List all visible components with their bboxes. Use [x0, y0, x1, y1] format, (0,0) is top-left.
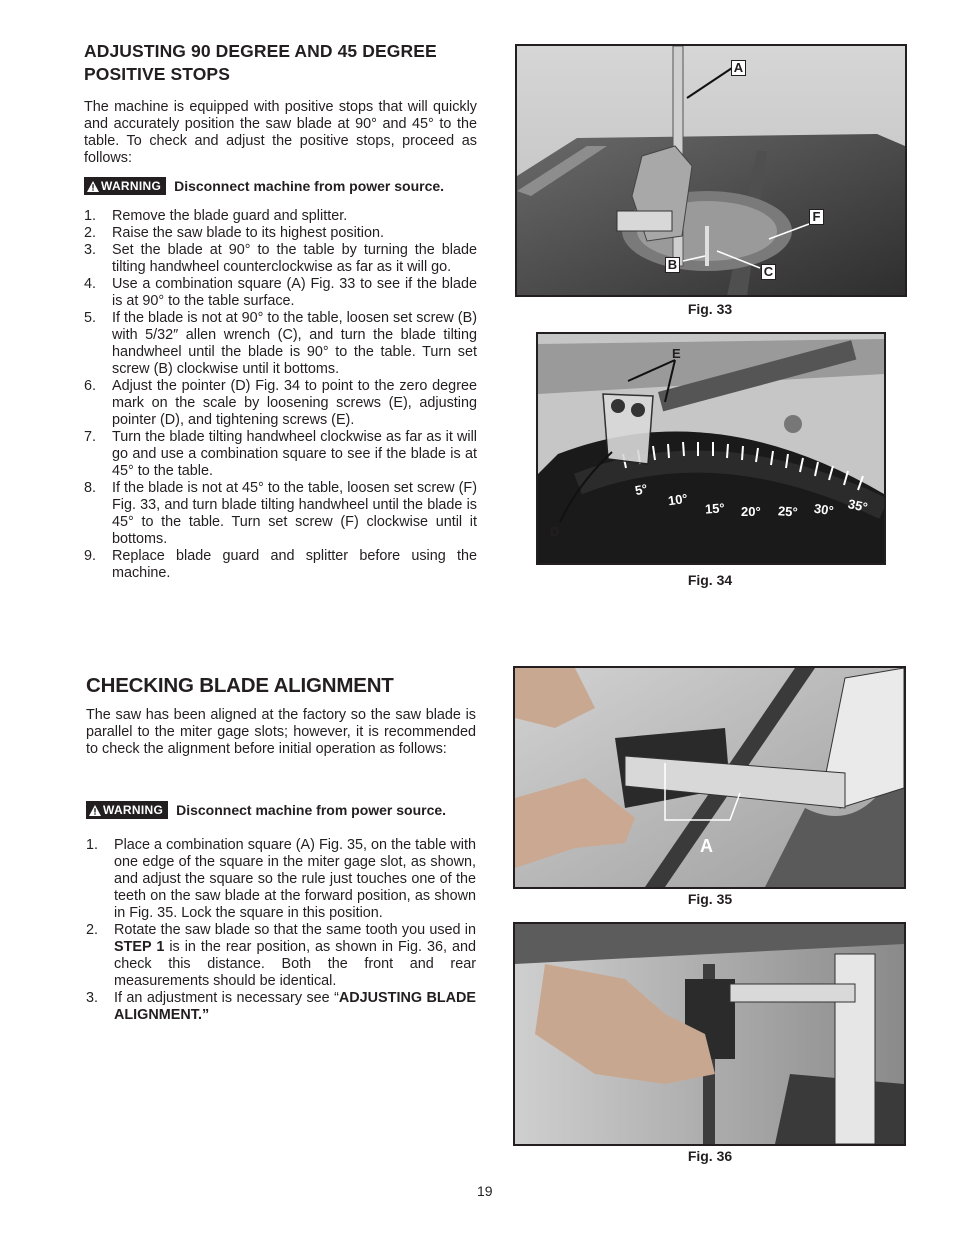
fig35-caption: Fig. 35	[687, 891, 733, 907]
section-intro: The saw has been aligned at the factory so the saw blade is parallel to the miter gage slots; however, it is recommended to check the alignment before initial operation as follows:	[86, 707, 476, 757]
section-intro: The machine is equipped with positive stops that will quickly and accurately position the saw blade at 90° and 45° to the table. To check and adjust the positive stops, proceed as follows:	[84, 99, 477, 166]
fig34-label-d: D	[550, 524, 560, 539]
warning-notice	[86, 800, 446, 820]
section-title-blade-alignment: CHECKING BLADE ALIGNMENT	[86, 674, 394, 697]
list-item: 1. Place a combination square (A) Fig. 35, on the table with one edge of the square in the miter gage slot, as shown, and adjust the square so the rule just touches one of the teeth on the saw blade at the forward position, as shown in Fig. 35. Lock the square in this position.	[86, 837, 476, 921]
section-title-positive-stops: ADJUSTING 90 DEGREE AND 45 DEGREE POSITIVE STOPS	[84, 41, 437, 84]
warning-triangle-icon	[87, 181, 99, 192]
fig33-label-c: C	[761, 264, 776, 280]
fig34-scale-label: 30°	[813, 500, 835, 519]
list-item: 3. Set the blade at 90° to the table by turning the blade tilting handwheel counterclockwise as far as it will go.	[84, 242, 477, 275]
fig34-caption: Fig. 34	[687, 572, 733, 588]
list-item: 2. Raise the saw blade to its highest position.	[84, 225, 384, 241]
steps-list-positive-stops	[84, 208, 477, 582]
figure-33-photo	[515, 44, 907, 297]
fig35-inline-label-a: A	[700, 836, 713, 856]
fig33-label-a: A	[731, 60, 746, 76]
list-item: 1. Remove the blade guard and splitter.	[84, 208, 348, 224]
warning-text: Disconnect machine from power source.	[174, 178, 445, 194]
warning-badge: WARNING	[86, 801, 168, 819]
warning-badge: WARNING	[84, 177, 166, 195]
fig34-label-e: E	[672, 346, 681, 361]
fig34-scale-label: 10°	[667, 490, 689, 509]
figure-36-photo	[513, 922, 906, 1146]
fig34-scale-label: 35°	[846, 496, 870, 515]
list-item: 8. If the blade is not at 45° to the table, loosen set screw (F) Fig. 33, and turn blade tilting handwheel until the blade is 45° to the table. Turn set screw (F) clockwise until it bottoms.	[84, 480, 477, 547]
figure-35-photo	[513, 666, 906, 889]
fig36-caption: Fig. 36	[687, 1148, 733, 1164]
fig33-label-b: B	[665, 257, 680, 273]
list-item: 7. Turn the blade tilting handwheel clockwise as far as it will go and use a combination square to see if the blade is at 45° to the table.	[84, 429, 477, 479]
steps-list-blade-alignment	[86, 837, 476, 1024]
fig33-label-f: F	[809, 209, 824, 225]
figure-34-photo	[536, 332, 886, 565]
list-item: 6. Adjust the pointer (D) Fig. 34 to point to the zero degree mark on the scale by loosening screws (E), adjusting pointer (D), and tightening screws (E).	[84, 378, 477, 428]
fig34-scale-label: 20°	[741, 504, 761, 519]
fig33-caption: Fig. 33	[687, 301, 733, 317]
warning-text: Disconnect machine from power source.	[176, 802, 447, 818]
fig34-scale-label: 5°	[633, 480, 649, 499]
list-item: 3. If an adjustment is necessary see “ADJUSTING BLADE ALIGNMENT.”	[86, 990, 477, 1023]
fig34-scale-label: 15°	[704, 500, 726, 517]
warning-triangle-icon	[89, 805, 101, 816]
list-item: 9. Replace blade guard and splitter before using the machine.	[84, 548, 477, 581]
fig34-scale-label: 25°	[777, 503, 799, 520]
page-number: 19	[477, 1183, 493, 1199]
list-item: 5. If the blade is not at 90° to the table, loosen set screw (B) with 5/32″ allen wrench (C), and turn the blade tilting handwheel until the blade is 90° to the table. Turn set screw (B) clockwise until it bottoms.	[84, 310, 477, 377]
list-item: 4. Use a combination square (A) Fig. 33 to see if the blade is at 90° to the table surface.	[84, 276, 477, 309]
warning-notice	[84, 176, 444, 196]
list-item: 2. Rotate the saw blade so that the same tooth you used in STEP 1 is in the rear position, as shown in Fig. 36, and check this distance. Both the front and rear measurements should be identical.	[86, 922, 476, 989]
